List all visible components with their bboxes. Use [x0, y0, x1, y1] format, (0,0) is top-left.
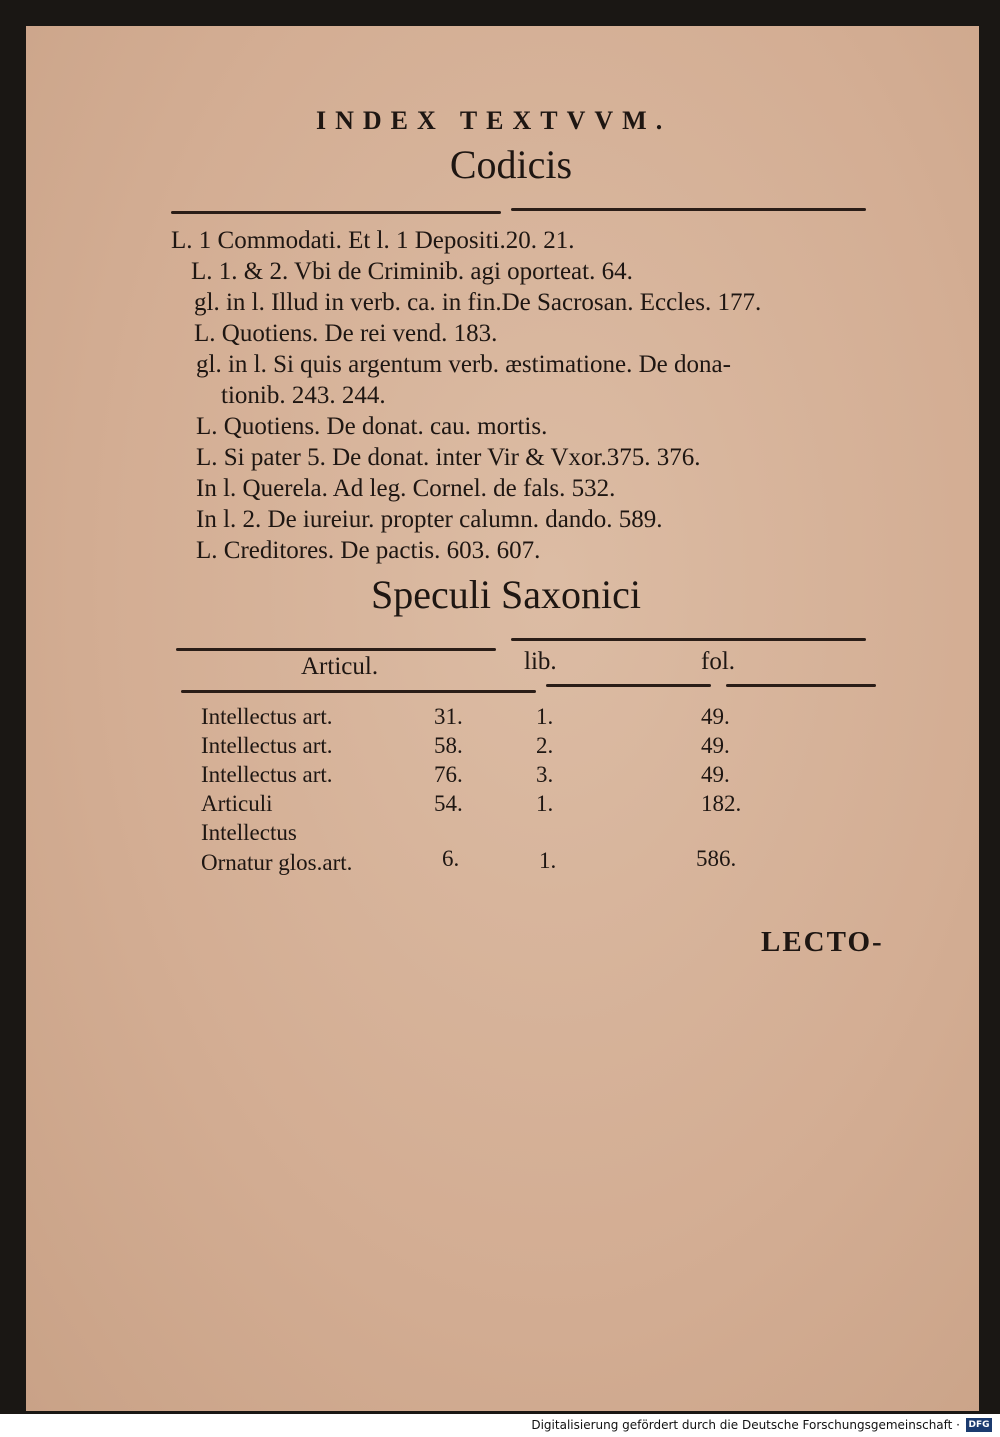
- cell-fol: 49.: [701, 733, 730, 758]
- codicis-entry: gl. in l. Illud in verb. ca. in fin.De Sacrosan. Eccles. 177.: [194, 289, 762, 316]
- cell-articul: Intellectus art.: [201, 762, 333, 787]
- cell-num: 58.: [434, 733, 463, 758]
- column-header-fol: fol.: [701, 648, 736, 675]
- column-header-articul: Articul.: [301, 653, 379, 680]
- cell-lib: 1.: [536, 704, 554, 729]
- cell-lib: 1.: [539, 848, 557, 873]
- catchword: LECTO-: [761, 926, 884, 958]
- cell-num: 76.: [434, 762, 463, 787]
- rule-divider: [511, 208, 866, 211]
- cell-num: 31.: [434, 704, 463, 729]
- cell-articul: Intellectus: [201, 820, 297, 845]
- cell-fol: 586.: [696, 846, 737, 871]
- section-title-speculi: Speculi Saxonici: [371, 572, 641, 617]
- cell-fol: 49.: [701, 704, 730, 729]
- cell-articul: Ornatur glos.art.: [201, 850, 353, 875]
- rule-divider: [726, 684, 876, 687]
- rule-divider: [171, 211, 501, 214]
- codicis-entry: L. Quotiens. De donat. cau. mortis.: [196, 413, 548, 440]
- column-header-lib: lib.: [524, 648, 557, 675]
- codicis-entry: L. Quotiens. De rei vend. 183.: [194, 320, 498, 347]
- cell-articul: Articuli: [201, 791, 273, 816]
- rule-divider: [181, 690, 536, 693]
- section-title-codicis: Codicis: [449, 142, 573, 187]
- codicis-entry: L. 1. & 2. Vbi de Criminib. agi oporteat. 64.: [191, 258, 633, 285]
- running-header: INDEX TEXTVVM.: [316, 106, 672, 135]
- cell-fol: 49.: [701, 762, 730, 787]
- digitization-footer: [0, 1414, 1000, 1437]
- cell-articul: Intellectus art.: [201, 704, 333, 729]
- codicis-entry: In l. 2. De iureiur. propter calumn. dando. 589.: [196, 506, 663, 533]
- codicis-entry: L. Si pater 5. De donat. inter Vir & Vxor.375. 376.: [196, 444, 701, 471]
- cell-lib: 3.: [536, 762, 554, 787]
- dfg-logo-icon: DFG: [966, 1418, 992, 1432]
- cell-lib: 2.: [536, 733, 554, 758]
- footer-credit-text: Digitalisierung gefördert durch die Deutsche Forschungsgemeinschaft ·: [531, 1418, 960, 1432]
- book-page: [26, 26, 979, 1411]
- cell-num: 6.: [442, 846, 460, 871]
- cell-fol: 182.: [701, 791, 742, 816]
- rule-divider: [511, 638, 866, 641]
- rule-divider: [176, 648, 496, 651]
- codicis-entry: tionib. 243. 244.: [221, 382, 386, 409]
- codicis-entry: L. 1 Commodati. Et l. 1 Depositi.20. 21.: [171, 227, 575, 254]
- codicis-entry: L. Creditores. De pactis. 603. 607.: [196, 537, 541, 564]
- rule-divider: [546, 684, 711, 687]
- cell-num: 54.: [434, 791, 463, 816]
- codicis-entry: In l. Querela. Ad leg. Cornel. de fals. 532.: [196, 475, 616, 502]
- cell-lib: 1.: [536, 791, 554, 816]
- codicis-entry: gl. in l. Si quis argentum verb. æstimatione. De dona-: [196, 351, 731, 378]
- cell-articul: Intellectus art.: [201, 733, 333, 758]
